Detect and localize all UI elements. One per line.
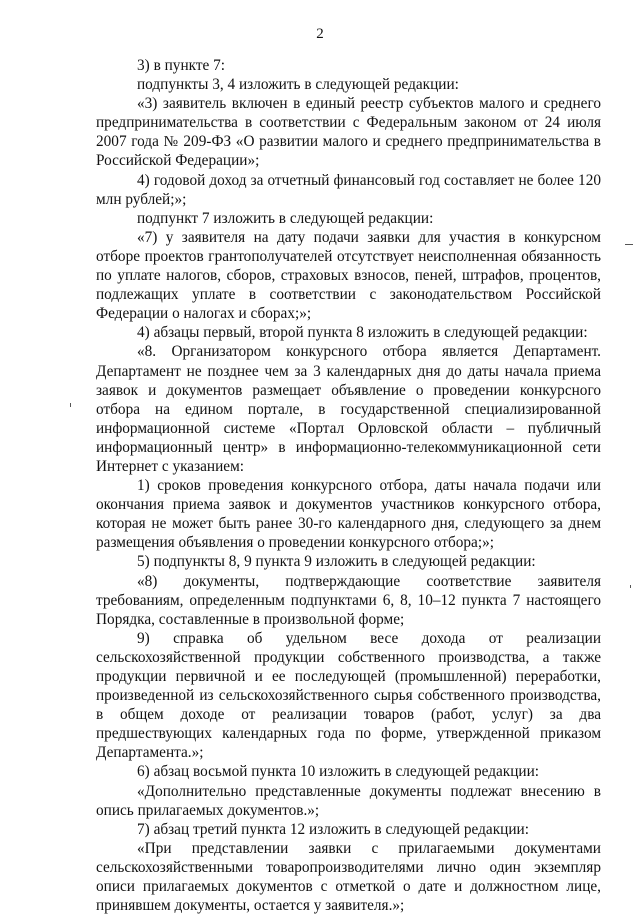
paragraph-subpoint-7-text: «7) у заявителя на дату подачи заявки для участия в конкурсном отборе проектов грантополучателей отсутствует неисполненная обязанность по уплате налогов, сборов, страховых взносов, пеней, штрафов, процентов, подлежащих уплате в соответствии с законодательством Российской Федерации о налогах и сборах;»;: [96, 228, 601, 323]
paragraph-item-5: 5) подпункты 8, 9 пункта 9 изложить в следующей редакции:: [137, 553, 536, 571]
scan-artifact-mark: [70, 403, 71, 407]
paragraph-point-8-text: «8. Организатором конкурсного отбора является Департамент. Департамент не позднее чем за 3 календарных дня до даты начала приема заявок и документов размещает объявление о проведении конкурсного отбора на едином портале, в государственной специализированной информационной системе «Портал Орловской области – публичный информационный центр» в информационно-телекоммуникационной сети Интернет с указанием:: [96, 343, 601, 475]
paragraph-subpoints-3-4: подпункты 3, 4 изложить в следующей редакции:: [137, 76, 459, 94]
scan-artifact-mark: [630, 585, 631, 588]
paragraph-subpoint-8-text: «8) документы, подтверждающие соответствие заявителя требованиям, определенным подпунктами 6, 8, 10–12 пункта 7 настоящего Порядка, составленные в произвольной форме;: [96, 572, 601, 628]
paragraph-item-3: 3) в пункте 7:: [137, 57, 226, 74]
paragraph-point-8-subpoint-1: 1) сроков проведения конкурсного отбора, даты начала подачи или окончания приема заявок и документов участников конкурсного отбора, которая не может быть ранее 30-го календарного дня, следующего за днем размещения объявления о проведении конкурсного отбора;»;: [96, 477, 601, 552]
scan-artifact-mark: [625, 244, 633, 245]
paragraph-subpoint-3-text: «3) заявитель включен в единый реестр субъектов малого и среднего предпринимательства в соответствии с Федеральным законом от 24 июля 2007 года № 209-ФЗ «О развитии малого и среднего предпринимательства в Российской Федерации»;: [96, 95, 601, 170]
paragraph-subpoint-7: подпункт 7 изложить в следующей редакции:: [137, 209, 434, 227]
paragraph-point-12-text: «При представлении заявки с прилагаемыми документами сельскохозяйственными товаропроизводителями лично один экземпляр описи прилагаемых документов с отметкой о дате и должностном лице, принявшем документы, остается у заявителя.»;: [96, 839, 601, 915]
paragraph-item-4: 4) абзацы первый, второй пункта 8 изложить в следующей редакции:: [137, 324, 588, 342]
paragraph-item-7: 7) абзац третий пункта 12 изложить в следующей редакции:: [137, 820, 529, 838]
paragraph-subpoint-4-text: 4) годовой доход за отчетный финансовый год составляет не более 120 млн рублей;»;: [96, 171, 601, 208]
paragraph-point-10-text: «Дополнительно представленные документы подлежат внесению в опись прилагаемых документов.»;: [96, 782, 601, 819]
paragraph-item-6: 6) абзац восьмой пункта 10 изложить в следующей редакции:: [137, 763, 540, 781]
page-number: 2: [316, 26, 324, 42]
document-body: [96, 56, 601, 915]
paragraph-subpoint-9-text: 9) справка об удельном весе дохода от реализации сельскохозяйственной продукции собственного производства, а также продукции первичной и ее последующей (промышленной) переработки, произведенной из сельскохозяйственного сырья собственного производства, в общем доходе от реализации товаров (работ, услуг) за два предшествующих календарных года по форме, утвержденной приказом Департамента.»;: [96, 629, 601, 762]
